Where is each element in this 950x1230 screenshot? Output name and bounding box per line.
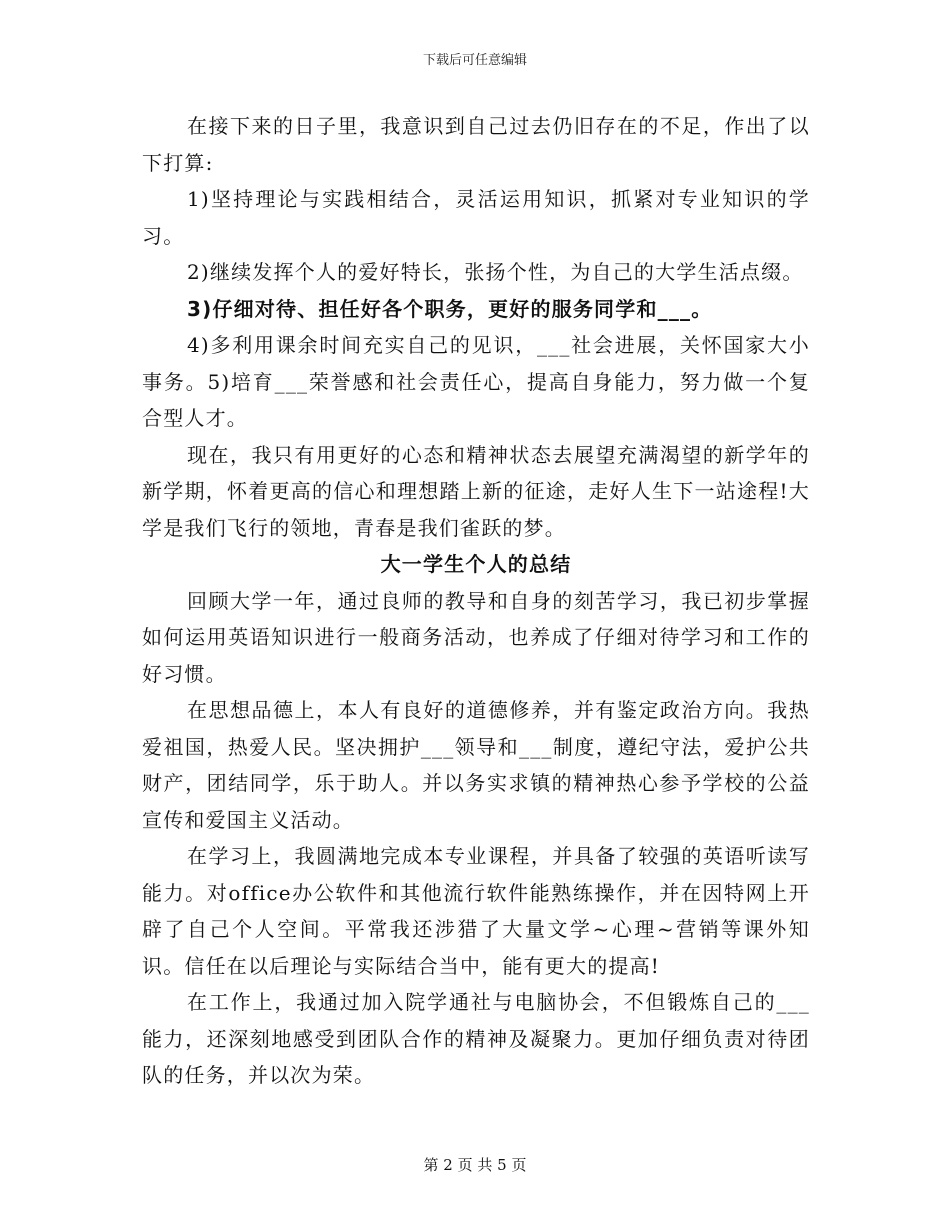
paragraph-plan-3: 3)仔细对待、担任好各个职务，更好的服务同学和___。 bbox=[187, 296, 713, 321]
paragraph-plan-1: 1)坚持理论与实践相结合，灵活运用知识，抓紧对专业知识的学习。 bbox=[142, 187, 810, 248]
paragraph-outlook: 现在，我只有用更好的心态和精神状态去展望充满渴望的新学年的新学期，怀着更高的信心和理想踏上新的征途，走好人生下一站途程!大学是我们飞行的领地，青春是我们雀跃的梦。 bbox=[142, 442, 810, 540]
section-title: 大一学生个人的总结 bbox=[380, 552, 572, 576]
paragraph-morality: 在思想品德上，本人有良好的道德修养，并有鉴定政治方向。我热爱祖国，热爱人民。坚决拥护___领导和___制度，遵纪守法，爱护公共财产，团结同学，乐于助人。并以务实求镇的精神热心参予学校的公益宣传和爱国主义活动。 bbox=[142, 698, 810, 832]
page-footer: 第 2 页 共 5 页 bbox=[423, 1156, 527, 1174]
paragraph-plans-intro: 在接下来的日子里，我意识到自己过去仍旧存在的不足，作出了以下打算: bbox=[142, 114, 810, 175]
paragraph-plan-4-5: 4)多利用课余时间充实自己的见识，___社会进展，关怀国家大小事务。5)培育___荣誉感和社会责任心，提高自身能力，努力做一个复合型人才。 bbox=[142, 333, 810, 430]
page-header: 下载后可任意编辑 bbox=[422, 53, 527, 68]
document-body bbox=[142, 108, 810, 1094]
paragraph-study: 在学习上，我圆满地完成本专业课程，并具备了较强的英语听读写能力。对office办公软件和其他流行软件能熟练操作，并在因特网上开辟了自己个人空间。平常我还涉猎了大量文学~心理~营销等课外知识。信任在以后理论与实际结合当中，能有更大的提高! bbox=[142, 844, 810, 978]
paragraph-work: 在工作上，我通过加入院学通社与电脑协会，不但锻炼自己的___能力，还深刻地感受到团队合作的精神及凝聚力。更加仔细负责对待团队的任务，并以次为荣。 bbox=[142, 990, 810, 1087]
paragraph-plan-2: 2)继续发挥个人的爱好特长，张扬个性，为自己的大学生活点缀。 bbox=[187, 260, 804, 284]
paragraph-review: 回顾大学一年，通过良师的教导和自身的刻苦学习，我已初步掌握如何运用英语知识进行一般商务活动，也养成了仔细对待学习和工作的好习惯。 bbox=[142, 588, 810, 686]
